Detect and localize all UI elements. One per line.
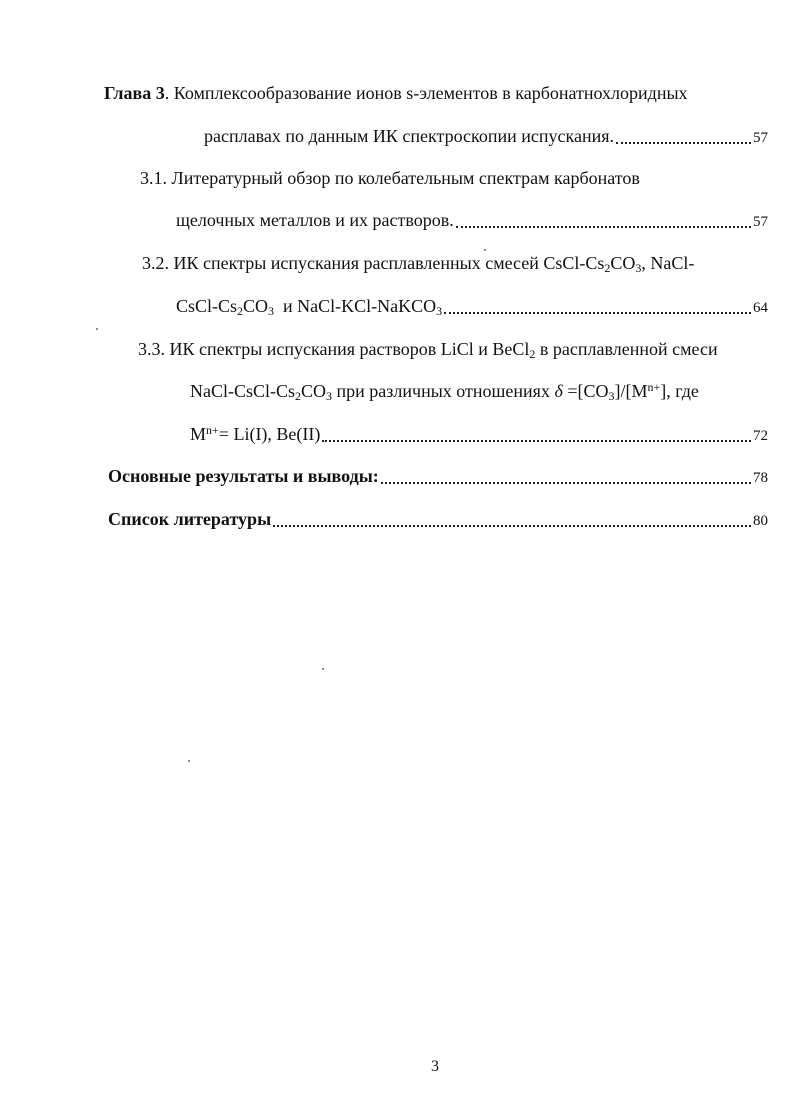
toc-chapter3-title-line2: расплавах по данным ИК спектроскопии испускания. [204,126,614,146]
toc-section-3-2-line1: 3.2. ИК спектры испускания расплавленных смесей CsCl-$Cs_2CO_3$, NaCl- [142,253,695,275]
toc-chapter3-entry[interactable] [204,125,768,149]
dot-leader [444,312,751,314]
dot-leader [381,482,751,484]
dot-leader [322,440,751,442]
toc-section-3-1-line1: 3.1. Литературный обзор по колебательным спектрам карбонатов [140,168,640,188]
dot-leader [273,525,751,527]
toc-results-label: Основные результаты и выводы: [108,466,379,486]
toc-section-3-2-line2: CsCl-$Cs_2CO_3$ и NaCl-KCl-NaKCO$_3$ [176,296,443,318]
toc-chapter3-title-line1: Глава 3. Комплексообразование ионов s-элементов в карбонатнохлоридных [104,83,688,103]
dot-leader [616,142,751,144]
toc-literature-entry[interactable] [108,508,768,532]
toc-results-page: 78 [753,470,768,486]
toc-chapter3-label: Глава 3 [104,83,165,103]
scan-speck [188,760,190,762]
toc-literature-page: 80 [753,513,768,529]
toc-literature-label: Список литературы [108,509,272,529]
scan-speck [484,249,486,251]
toc-section-3-3-line2: NaCl-$CsCl-Cs_2CO_3$ при различных отношениях $\delta =[CO_3]/[M^{n+}]$, где [190,380,699,403]
delta-symbol: δ [554,381,563,401]
dot-leader [456,226,751,228]
toc-section-3-3-entry[interactable] [190,423,768,447]
toc-section-3-3-line3: $M^{n+}= Li(I)$, Be(II) [190,423,321,444]
page-number: 3 [431,1058,439,1075]
toc-section-3-1-entry[interactable] [176,209,768,233]
toc-section-3-1-line2: щелочных металлов и их растворов. [176,210,454,230]
toc-section-3-2-entry[interactable] [176,295,768,319]
toc-section-3-3-page: 72 [753,428,768,444]
toc-section-3-2-page: 64 [753,300,768,316]
toc-section-3-1-page: 57 [753,214,768,230]
scan-speck [96,328,98,330]
scan-speck [322,668,324,670]
toc-results-entry[interactable] [108,465,768,489]
toc-section-3-3-line1: 3.3. ИК спектры испускания растворов LiCl и BeCl$_2$ в расплавленной смеси [138,339,718,361]
toc-chapter3-page: 57 [753,130,768,146]
